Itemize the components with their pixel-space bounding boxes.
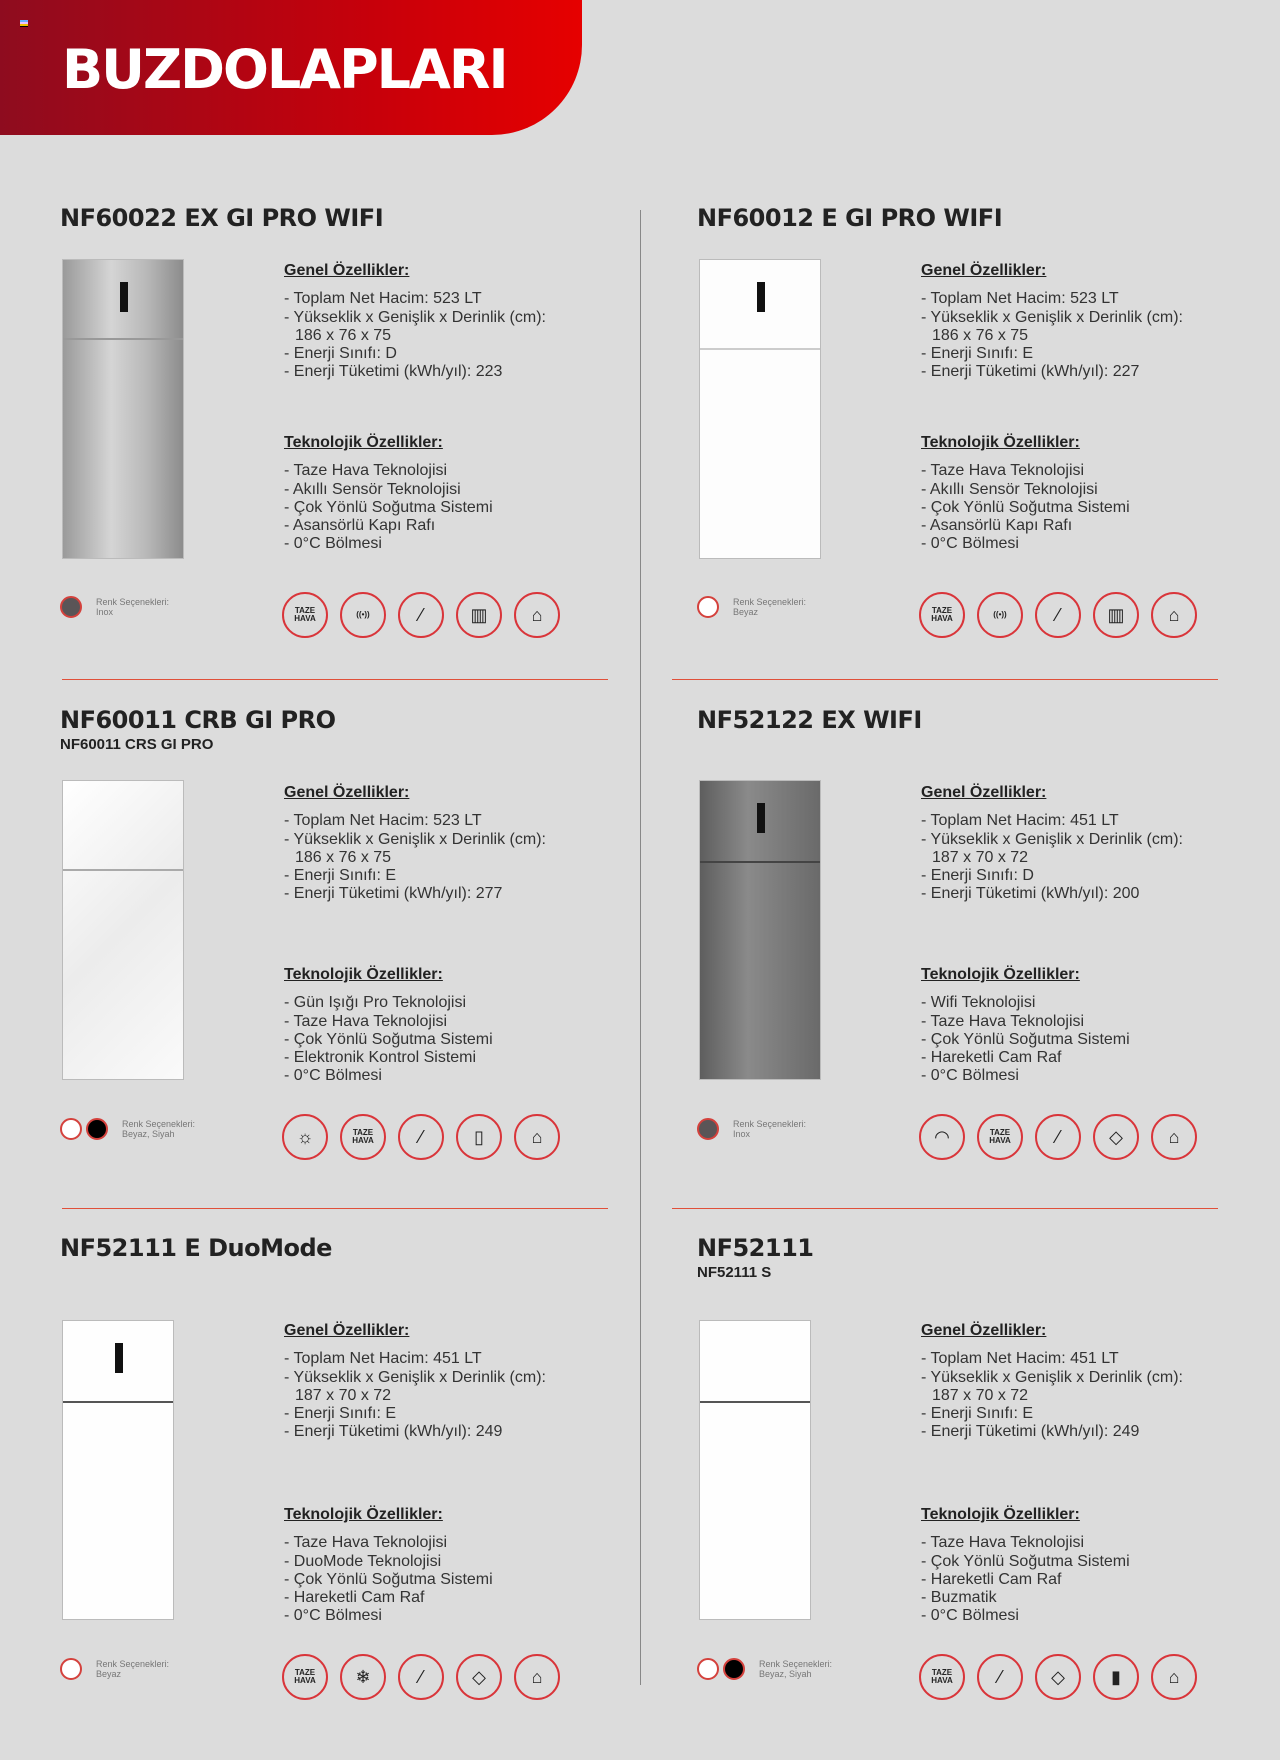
spec-item: - Toplam Net Hacim: 451 LT	[921, 812, 1119, 830]
product-name: NF52111 E DuoMode	[60, 1234, 332, 1262]
tech-features-heading: Teknolojik Özellikler:	[921, 434, 1080, 451]
color-options-value: Beyaz, Siyah	[759, 1669, 812, 1679]
tech-item: - Çok Yönlü Soğutma Sistemi	[284, 498, 493, 516]
product-card	[697, 204, 1257, 704]
tech-item: - DuoMode Teknolojisi	[284, 1552, 442, 1570]
spec-item: - Yükseklik x Genişlik x Derinlik (cm):	[921, 1368, 1183, 1386]
duomode-icon: ❄	[340, 1654, 386, 1700]
color-options-label: Renk Seçenekleri:	[96, 1659, 170, 1669]
color-swatch[interactable]	[697, 596, 719, 618]
product-name: NF52111	[697, 1234, 814, 1262]
spec-item: - Enerji Sınıfı: D	[921, 867, 1034, 885]
taze-hava-icon: TAZE HAVA	[919, 592, 965, 638]
color-swatch[interactable]	[86, 1118, 108, 1140]
multi-flow-cooling-icon: ⁄	[977, 1654, 1023, 1700]
taze-hava-icon: TAZE HAVA	[340, 1114, 386, 1160]
tech-item: - Asansörlü Kapı Rafı	[921, 517, 1073, 535]
spec-item: - Enerji Tüketimi (kWh/yıl): 227	[921, 363, 1140, 381]
product-name: NF52122 EX WIFI	[697, 706, 922, 734]
product-image	[699, 780, 821, 1080]
smart-sensor-icon: ((•))	[340, 592, 386, 638]
moving-glass-shelf-icon: ◇	[1035, 1654, 1081, 1700]
color-options-label: Renk Seçenekleri:	[733, 597, 807, 607]
feature-icons	[919, 1654, 1197, 1700]
daylight-pro-icon: ☼	[282, 1114, 328, 1160]
product-name: NF60022 EX GI PRO WIFI	[60, 204, 384, 232]
color-options	[60, 1118, 195, 1140]
tech-item: - 0°C Bölmesi	[284, 1067, 382, 1085]
color-swatch[interactable]	[697, 1118, 719, 1140]
tech-features-heading: Teknolojik Özellikler:	[284, 1506, 443, 1523]
color-options-label: Renk Seçenekleri:	[122, 1119, 196, 1129]
tech-item: - Elektronik Kontrol Sistemi	[284, 1049, 477, 1067]
tech-features	[284, 1506, 493, 1626]
color-options	[60, 1658, 169, 1680]
general-features-heading: Genel Özellikler:	[284, 262, 410, 279]
multi-flow-cooling-icon: ⁄	[1035, 1114, 1081, 1160]
moving-glass-shelf-icon: ◇	[456, 1654, 502, 1700]
feature-icons	[919, 1114, 1197, 1160]
category-banner	[0, 0, 582, 135]
color-options	[697, 1658, 832, 1680]
tech-item: - 0°C Bölmesi	[921, 1067, 1019, 1085]
elevator-door-shelf-icon: ▥	[456, 592, 502, 638]
product-image	[699, 1320, 811, 1620]
tech-item: - Hareketli Cam Raf	[921, 1049, 1062, 1067]
product-name: NF60012 E GI PRO WIFI	[697, 204, 1003, 232]
elevator-door-shelf-icon: ▥	[1093, 592, 1139, 638]
column-divider	[640, 210, 641, 1685]
tech-item: - Çok Yönlü Soğutma Sistemi	[284, 1030, 493, 1048]
tech-features-heading: Teknolojik Özellikler:	[921, 1506, 1080, 1523]
spec-item: 187 x 70 x 72	[932, 848, 1029, 866]
row-separator	[62, 1208, 608, 1209]
spec-item: - Yükseklik x Genişlik x Derinlik (cm):	[284, 308, 546, 326]
feature-icons	[282, 1114, 560, 1160]
spec-item: - Enerji Tüketimi (kWh/yıl): 223	[284, 363, 503, 381]
zero-degree-compartment-icon: ⌂	[1151, 1114, 1197, 1160]
zero-degree-compartment-icon: ⌂	[514, 592, 560, 638]
multi-flow-cooling-icon: ⁄	[398, 1114, 444, 1160]
spec-item: 187 x 70 x 72	[295, 1386, 392, 1404]
general-features	[284, 1322, 546, 1442]
color-options-value: Beyaz	[96, 1669, 122, 1679]
multi-flow-cooling-icon: ⁄	[1035, 592, 1081, 638]
spec-item: - Enerji Sınıfı: E	[921, 1405, 1034, 1423]
spec-item: - Enerji Tüketimi (kWh/yıl): 249	[284, 1423, 503, 1441]
color-options	[697, 1118, 806, 1140]
product-image	[62, 259, 184, 559]
smart-sensor-icon: ((•))	[977, 592, 1023, 638]
general-features	[921, 1322, 1183, 1442]
color-swatch[interactable]	[60, 1118, 82, 1140]
spec-item: - Toplam Net Hacim: 523 LT	[284, 812, 482, 830]
tech-features-heading: Teknolojik Özellikler:	[284, 966, 443, 983]
spec-item: - Toplam Net Hacim: 451 LT	[921, 1350, 1119, 1368]
moving-glass-shelf-icon: ◇	[1093, 1114, 1139, 1160]
general-features	[921, 262, 1183, 382]
tech-item: - Taze Hava Teknolojisi	[284, 1012, 448, 1030]
spec-item: 186 x 76 x 75	[932, 326, 1029, 344]
icematic-icon: ▮	[1093, 1654, 1139, 1700]
general-features-heading: Genel Özellikler:	[921, 262, 1047, 279]
spec-item: 186 x 76 x 75	[295, 848, 392, 866]
feature-icons	[282, 1654, 560, 1700]
color-swatch[interactable]	[723, 1658, 745, 1680]
tech-item: - 0°C Bölmesi	[284, 1607, 382, 1625]
spec-item: - Enerji Sınıfı: E	[284, 867, 397, 885]
product-variant: NF60011 CRS GI PRO	[60, 736, 214, 753]
spec-item: 186 x 76 x 75	[295, 326, 392, 344]
product-card	[60, 706, 620, 1206]
tech-features	[921, 966, 1130, 1086]
tech-features	[921, 434, 1130, 554]
tech-item: - Akıllı Sensör Teknolojisi	[284, 480, 461, 498]
tech-item: - Taze Hava Teknolojisi	[921, 1012, 1085, 1030]
tech-features-heading: Teknolojik Özellikler:	[921, 966, 1080, 983]
product-image	[62, 780, 184, 1080]
product-image	[62, 1320, 174, 1620]
multi-flow-cooling-icon: ⁄	[398, 592, 444, 638]
zero-degree-compartment-icon: ⌂	[1151, 1654, 1197, 1700]
color-options	[60, 596, 169, 618]
color-options-label: Renk Seçenekleri:	[96, 597, 170, 607]
language-flag-icon[interactable]	[20, 20, 28, 27]
spec-item: 187 x 70 x 72	[932, 1386, 1029, 1404]
tech-features-heading: Teknolojik Özellikler:	[284, 434, 443, 451]
page-title: BUZDOLAPLARI	[62, 38, 507, 101]
spec-item: - Enerji Tüketimi (kWh/yıl): 249	[921, 1423, 1140, 1441]
color-swatch[interactable]	[697, 1658, 719, 1680]
tech-item: - Wifi Teknolojisi	[921, 994, 1036, 1012]
spec-item: - Yükseklik x Genişlik x Derinlik (cm):	[921, 308, 1183, 326]
tech-features	[284, 434, 493, 554]
general-features	[284, 262, 546, 382]
tech-item: - Taze Hava Teknolojisi	[284, 462, 448, 480]
color-options-value: Beyaz	[733, 607, 759, 617]
product-card	[60, 204, 620, 704]
product-variant: NF52111 S	[697, 1264, 772, 1281]
tech-item: - Asansörlü Kapı Rafı	[284, 517, 436, 535]
general-features-heading: Genel Özellikler:	[921, 784, 1047, 801]
taze-hava-icon: TAZE HAVA	[977, 1114, 1023, 1160]
general-features	[284, 784, 546, 904]
spec-item: - Toplam Net Hacim: 523 LT	[921, 290, 1119, 308]
tech-item: - Buzmatik	[921, 1589, 997, 1607]
color-options-value: Beyaz, Siyah	[122, 1129, 175, 1139]
general-features	[921, 784, 1183, 904]
product-card	[697, 1234, 1257, 1734]
row-separator	[672, 1208, 1218, 1209]
multi-flow-cooling-icon: ⁄	[398, 1654, 444, 1700]
taze-hava-icon: TAZE HAVA	[919, 1654, 965, 1700]
general-features-heading: Genel Özellikler:	[284, 784, 410, 801]
tech-item: - Çok Yönlü Soğutma Sistemi	[921, 1552, 1130, 1570]
product-card	[697, 706, 1257, 1206]
spec-item: - Yükseklik x Genişlik x Derinlik (cm):	[284, 830, 546, 848]
tech-item: - Akıllı Sensör Teknolojisi	[921, 480, 1098, 498]
taze-hava-icon: TAZE HAVA	[282, 592, 328, 638]
tech-item: - Hareketli Cam Raf	[284, 1589, 425, 1607]
wifi-icon: ◠	[919, 1114, 965, 1160]
spec-item: - Enerji Sınıfı: D	[284, 345, 397, 363]
color-options	[697, 596, 806, 618]
tech-item: - 0°C Bölmesi	[284, 535, 382, 553]
feature-icons	[919, 592, 1197, 638]
product-name: NF60011 CRB GI PRO	[60, 706, 336, 734]
spec-item: - Yükseklik x Genişlik x Derinlik (cm):	[284, 1368, 546, 1386]
spec-item: - Yükseklik x Genişlik x Derinlik (cm):	[921, 830, 1183, 848]
electronic-control-icon: ▯	[456, 1114, 502, 1160]
general-features-heading: Genel Özellikler:	[284, 1322, 410, 1339]
tech-item: - Taze Hava Teknolojisi	[921, 462, 1085, 480]
zero-degree-compartment-icon: ⌂	[1151, 592, 1197, 638]
tech-item: - Çok Yönlü Soğutma Sistemi	[921, 1030, 1130, 1048]
tech-item: - Taze Hava Teknolojisi	[921, 1534, 1085, 1552]
product-image	[699, 259, 821, 559]
tech-item: - Gün Işığı Pro Teknolojisi	[284, 994, 467, 1012]
color-options-value: Inox	[733, 1129, 751, 1139]
color-options-value: Inox	[96, 607, 114, 617]
tech-item: - 0°C Bölmesi	[921, 1607, 1019, 1625]
general-features-heading: Genel Özellikler:	[921, 1322, 1047, 1339]
tech-item: - Çok Yönlü Soğutma Sistemi	[284, 1570, 493, 1588]
zero-degree-compartment-icon: ⌂	[514, 1114, 560, 1160]
color-swatch[interactable]	[60, 1658, 82, 1680]
product-card	[60, 1234, 620, 1734]
feature-icons	[282, 592, 560, 638]
tech-item: - 0°C Bölmesi	[921, 535, 1019, 553]
tech-features	[921, 1506, 1130, 1626]
tech-item: - Hareketli Cam Raf	[921, 1570, 1062, 1588]
spec-item: - Toplam Net Hacim: 523 LT	[284, 290, 482, 308]
taze-hava-icon: TAZE HAVA	[282, 1654, 328, 1700]
spec-item: - Toplam Net Hacim: 451 LT	[284, 1350, 482, 1368]
spec-item: - Enerji Sınıfı: E	[284, 1405, 397, 1423]
color-options-label: Renk Seçenekleri:	[759, 1659, 833, 1669]
tech-item: - Taze Hava Teknolojisi	[284, 1534, 448, 1552]
spec-item: - Enerji Sınıfı: E	[921, 345, 1034, 363]
tech-features	[284, 966, 493, 1086]
color-options-label: Renk Seçenekleri:	[733, 1119, 807, 1129]
spec-item: - Enerji Tüketimi (kWh/yıl): 277	[284, 885, 503, 903]
zero-degree-compartment-icon: ⌂	[514, 1654, 560, 1700]
spec-item: - Enerji Tüketimi (kWh/yıl): 200	[921, 885, 1140, 903]
tech-item: - Çok Yönlü Soğutma Sistemi	[921, 498, 1130, 516]
color-swatch[interactable]	[60, 596, 82, 618]
